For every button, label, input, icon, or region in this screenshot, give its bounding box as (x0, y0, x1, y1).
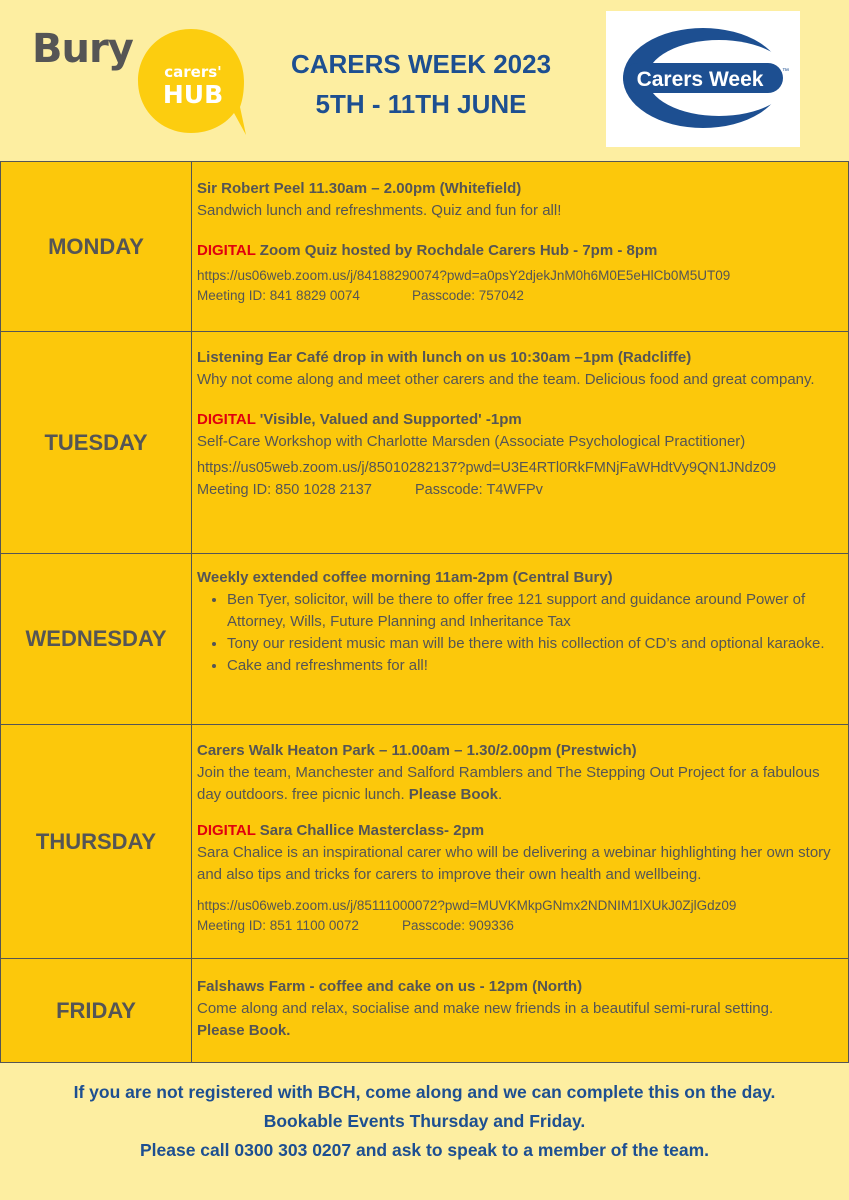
event-description (197, 762, 840, 806)
zoom-details (197, 266, 840, 306)
weekly-schedule-table (0, 161, 849, 1063)
list-item: • Tony our resident music man will be there with his collection of CD’s and optional karaoke. (227, 633, 840, 655)
event-title: Falshaws Farm - coffee and cake on us - 12pm (North) (197, 978, 583, 995)
carers-week-logo-text: Carers Week (636, 68, 764, 91)
zoom-link[interactable]: https://us05web.zoom.us/j/85010282137?pwd=U3E4RTl0RkFMNjFaWHdtVy9QN1JNdz09 (197, 460, 777, 476)
hub-logo-line2: HUB (162, 80, 224, 109)
schedule-row-thursday (1, 725, 849, 959)
please-book-text: Please Book. (197, 1022, 291, 1039)
day-content-thursday (192, 725, 849, 959)
event-description: Come along and relax, socialise and make new friends in a beautiful semi-rural setting. (197, 1000, 774, 1017)
title-line-2: 5TH - 11TH JUNE (315, 89, 527, 119)
passcode: Passcode: T4WFPv (415, 482, 543, 498)
day-label-tuesday: TUESDAY (1, 332, 192, 554)
list-item: • Ben Tyer, solicitor, will be there to offer free 121 support and guidance around Power of Attorney, Wills, Future Planning and Inheritance Tax (227, 589, 840, 633)
bury-logo-word: Bury (32, 26, 133, 72)
event-title: Sir Robert Peel 11.30am – 2.00pm (Whitefield) (197, 180, 522, 197)
passcode: Passcode: 909336 (402, 918, 514, 933)
sentence-end: . (498, 786, 503, 803)
meeting-id: Meeting ID: 850 1028 2137 (197, 482, 372, 498)
event-title: Carers Walk Heaton Park – 11.00am – 1.30/2.00pm (Prestwich) (197, 742, 637, 759)
event-title: Weekly extended coffee morning 11am-2pm (Central Bury) (197, 569, 613, 586)
title-line-1: CARERS WEEK 2023 (290, 49, 552, 79)
schedule-row-friday (1, 959, 849, 1063)
schedule-row-monday (1, 162, 849, 332)
header (0, 0, 849, 160)
day-content-monday (192, 162, 849, 332)
schedule-row-tuesday (1, 332, 849, 554)
digital-event-heading (197, 240, 840, 262)
schedule-row-wednesday (1, 554, 849, 725)
day-content-tuesday (192, 332, 849, 554)
list-item: • Cake and refreshments for all! (227, 655, 840, 677)
event-title: 'Visible, Valued and Supported' -1pm (259, 411, 522, 428)
day-content-wednesday (192, 554, 849, 725)
day-label-monday: MONDAY (1, 162, 192, 332)
carers-week-logo-tm: ™ (782, 68, 789, 75)
event-description: Sara Chalice is an inspirational carer who will be delivering a webinar highlighting her own story and also tips and tricks for carers to improve their own health and wellbeing. (197, 844, 831, 883)
event-description-text: Join the team, Manchester and Salford Ramblers and The Stepping Out Project for a fabulous day outdoors. free picnic lunch. (197, 764, 820, 803)
day-label-wednesday: WEDNESDAY (1, 554, 192, 725)
please-book-text: Please Book (408, 786, 499, 803)
digital-tag: DIGITAL (197, 242, 256, 259)
event-description: Self-Care Workshop with Charlotte Marsden (Associate Psychological Practitioner) (197, 433, 746, 450)
passcode: Passcode: 757042 (412, 288, 524, 303)
footer-notice (0, 1078, 849, 1165)
zoom-details (197, 896, 840, 936)
carers-week-logo (606, 11, 800, 147)
hub-logo-line1: carers' (164, 63, 222, 81)
zoom-details (197, 457, 840, 501)
event-description: Why not come along and meet other carers and the team. Delicious food and great company. (197, 371, 815, 388)
bullet-list (197, 589, 840, 677)
event-title: Sara Challice Masterclass- 2pm (259, 822, 485, 839)
footer-line-1: If you are not registered with BCH, come along and we can complete this on the day. (73, 1082, 776, 1102)
zoom-link[interactable]: https://us06web.zoom.us/j/84188290074?pwd=a0psY2djekJnM0h6M0E5eHlCb0M5UT09 (197, 268, 731, 283)
carers-week-logo-box (606, 11, 800, 147)
carers-hub-logo (136, 27, 246, 137)
digital-tag: DIGITAL (197, 822, 256, 839)
footer-line-3: Please call 0300 303 0207 and ask to speak to a member of the team. (139, 1140, 710, 1160)
event-description: Sandwich lunch and refreshments. Quiz and fun for all! (197, 202, 562, 219)
footer-line-2: Bookable Events Thursday and Friday. (263, 1111, 586, 1131)
digital-event-heading (197, 409, 840, 431)
meeting-id: Meeting ID: 851 1100 0072 (197, 918, 359, 933)
day-content-friday (192, 959, 849, 1063)
zoom-link[interactable]: https://us06web.zoom.us/j/85111000072?pwd=MUVKMkpGNmx2NDNIM1lXUkJ0ZjlGdz09 (197, 898, 737, 913)
day-label-thursday: THURSDAY (1, 725, 192, 959)
digital-event-heading (197, 820, 840, 842)
event-title: Listening Ear Café drop in with lunch on us 10:30am –1pm (Radcliffe) (197, 349, 692, 366)
day-label-friday: FRIDAY (1, 959, 192, 1063)
event-title: Zoom Quiz hosted by Rochdale Carers Hub - 7pm - 8pm (259, 242, 658, 259)
page-title (262, 44, 580, 124)
meeting-id: Meeting ID: 841 8829 0074 (197, 288, 360, 303)
digital-tag: DIGITAL (197, 411, 256, 428)
